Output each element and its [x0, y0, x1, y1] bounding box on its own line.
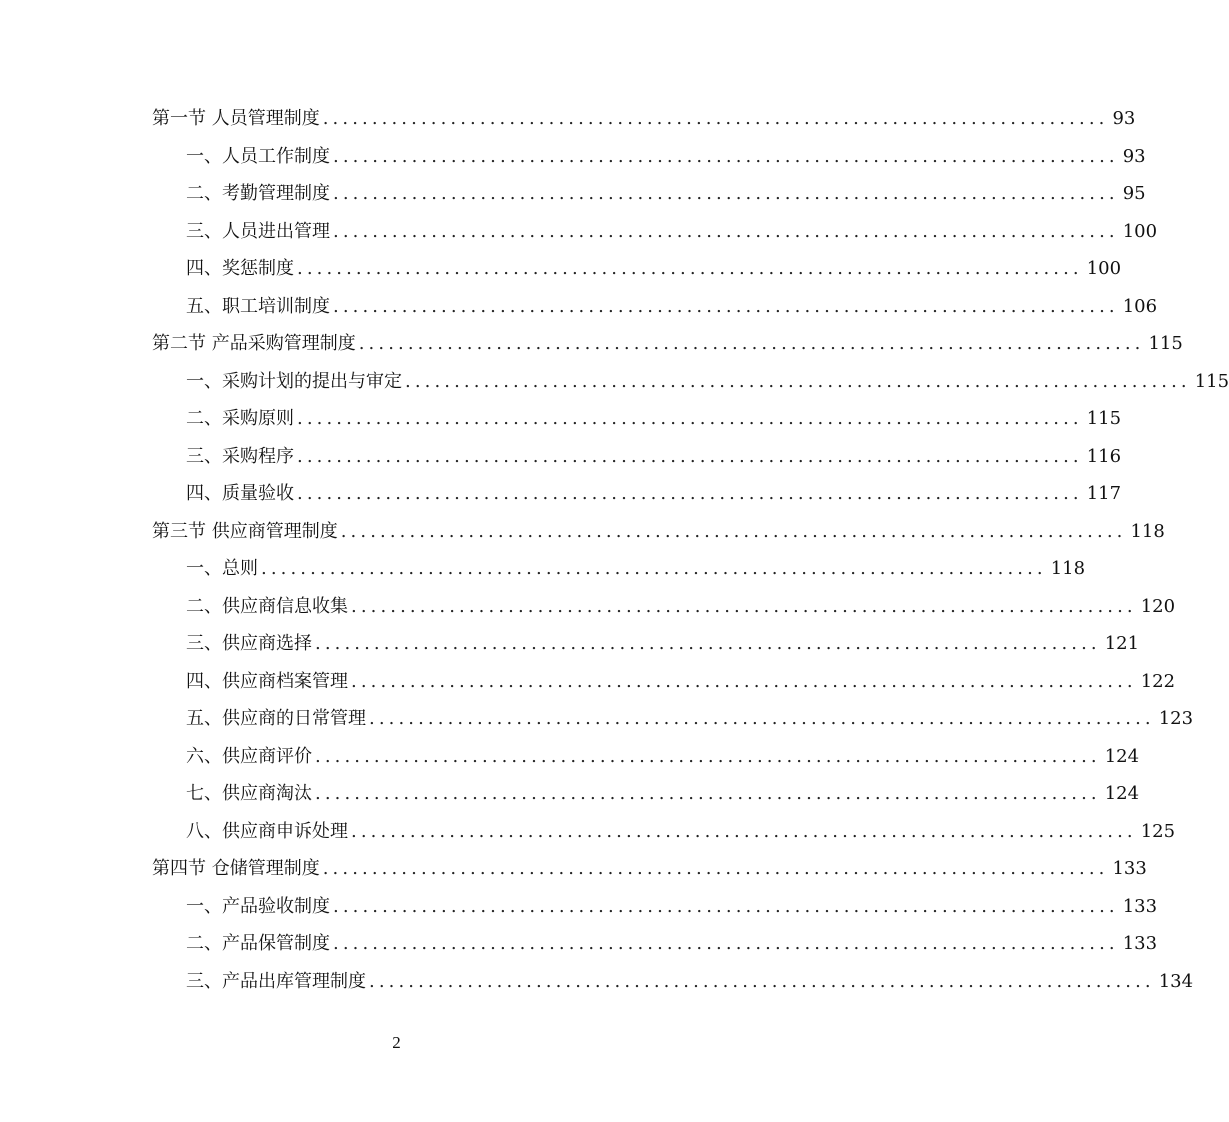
toc-entry-label: 三、人员进出管理: [186, 220, 330, 242]
toc-entry-page-number: 100: [1086, 258, 1122, 279]
toc-dot-leader: ................................................................................: [351, 595, 1137, 617]
toc-subsection-entry[interactable]: [152, 550, 1086, 588]
toc-entry-page-number: 115: [1086, 408, 1122, 429]
toc-entry-label: 一、采购计划的提出与审定: [186, 370, 402, 392]
toc-dot-leader: ................................................................................: [297, 408, 1083, 429]
toc-entry-label: 一、产品验收制度: [186, 895, 330, 917]
toc-section-entry[interactable]: [152, 100, 1136, 138]
toc-subsection-entry[interactable]: [152, 588, 1176, 626]
toc-subsection-entry[interactable]: [152, 775, 1140, 813]
toc-dot-leader: ................................................................................: [297, 483, 1083, 504]
toc-dot-leader: ................................................................................: [315, 633, 1101, 654]
toc-dot-leader: ................................................................................: [351, 820, 1137, 842]
toc-dot-leader: ................................................................................: [333, 895, 1119, 917]
toc-dot-leader: ................................................................................: [340, 520, 1127, 542]
toc-dot-leader: ................................................................................: [369, 970, 1155, 992]
toc-entry-page-number: 106: [1122, 295, 1158, 317]
toc-dot-leader: ................................................................................: [405, 370, 1191, 392]
toc-entry-page-number: 115: [1148, 333, 1183, 354]
toc-entry-label: 八、供应商申诉处理: [186, 820, 348, 842]
toc-entry-label: 四、质量验收: [186, 483, 294, 504]
toc-subsection-entry[interactable]: [152, 925, 1158, 963]
toc-dot-leader: ................................................................................: [358, 333, 1145, 354]
toc-dot-leader: ................................................................................: [351, 670, 1137, 692]
toc-entry-page-number: 121: [1104, 633, 1140, 654]
toc-entry-label: 二、考勤管理制度: [186, 183, 330, 204]
toc-entry-page-number: 118: [1050, 558, 1086, 579]
toc-subsection-entry[interactable]: [152, 963, 1194, 1001]
toc-subsection-entry[interactable]: [152, 138, 1146, 176]
toc-subsection-entry[interactable]: [152, 700, 1194, 738]
toc-dot-leader: ................................................................................: [297, 258, 1083, 279]
toc-entry-page-number: 117: [1086, 483, 1122, 504]
toc-entry-page-number: 123: [1158, 708, 1194, 729]
toc-entry-label: 五、职工培训制度: [186, 295, 330, 317]
toc-entry-label: 一、总则: [186, 558, 258, 579]
toc-dot-leader: ................................................................................: [322, 108, 1109, 129]
toc-subsection-entry[interactable]: [152, 888, 1158, 926]
toc-dot-leader: ................................................................................: [333, 220, 1119, 242]
toc-entry-label: 二、采购原则: [186, 408, 294, 429]
toc-subsection-entry[interactable]: [152, 813, 1176, 851]
toc-entry-page-number: 116: [1086, 445, 1122, 467]
toc-entry-page-number: 95: [1122, 183, 1146, 204]
toc-dot-leader: ................................................................................: [333, 145, 1119, 167]
page-number: 2: [392, 1033, 401, 1052]
toc-entry-label: 第二节 产品采购管理制度: [152, 333, 356, 354]
toc-entry-page-number: 124: [1104, 783, 1140, 804]
toc-entry-label: 第一节 人员管理制度: [152, 108, 320, 129]
toc-entry-label: 第三节 供应商管理制度: [152, 520, 338, 542]
table-of-contents: [152, 100, 1229, 1000]
toc-subsection-entry[interactable]: [152, 438, 1122, 476]
toc-section-entry[interactable]: [152, 325, 1183, 363]
toc-dot-leader: ................................................................................: [315, 745, 1101, 767]
toc-entry-label: 六、供应商评价: [186, 745, 312, 767]
toc-entry-page-number: 124: [1104, 745, 1140, 767]
toc-subsection-entry[interactable]: [152, 213, 1158, 251]
toc-entry-label: 三、产品出库管理制度: [186, 970, 366, 992]
toc-entry-page-number: 93: [1122, 145, 1146, 167]
toc-entry-page-number: 115: [1194, 370, 1229, 392]
toc-entry-label: 第四节 仓储管理制度: [152, 858, 320, 879]
toc-subsection-entry[interactable]: [152, 288, 1158, 326]
toc-entry-label: 三、供应商选择: [186, 633, 312, 654]
toc-dot-leader: ................................................................................: [322, 858, 1109, 879]
toc-subsection-entry[interactable]: [152, 738, 1140, 776]
toc-entry-label: 四、供应商档案管理: [186, 670, 348, 692]
toc-dot-leader: ................................................................................: [333, 183, 1119, 204]
toc-entry-page-number: 133: [1112, 858, 1147, 879]
toc-entry-label: 一、人员工作制度: [186, 145, 330, 167]
toc-entry-page-number: 100: [1122, 220, 1158, 242]
toc-dot-leader: ................................................................................: [297, 445, 1083, 467]
toc-entry-label: 五、供应商的日常管理: [186, 708, 366, 729]
toc-entry-page-number: 133: [1122, 895, 1158, 917]
toc-dot-leader: ................................................................................: [261, 558, 1047, 579]
toc-entry-label: 二、供应商信息收集: [186, 595, 348, 617]
toc-dot-leader: ................................................................................: [333, 295, 1119, 317]
toc-section-entry[interactable]: [152, 513, 1165, 551]
toc-subsection-entry[interactable]: [152, 663, 1176, 701]
toc-entry-label: 三、采购程序: [186, 445, 294, 467]
toc-subsection-entry[interactable]: [152, 175, 1146, 213]
toc-entry-page-number: 120: [1140, 595, 1176, 617]
toc-entry-label: 七、供应商淘汰: [186, 783, 312, 804]
toc-entry-page-number: 93: [1112, 108, 1136, 129]
toc-dot-leader: ................................................................................: [369, 708, 1155, 729]
toc-entry-page-number: 134: [1158, 970, 1194, 992]
toc-subsection-entry[interactable]: [152, 363, 1229, 401]
toc-entry-page-number: 122: [1140, 670, 1176, 692]
toc-dot-leader: ................................................................................: [315, 783, 1101, 804]
toc-subsection-entry[interactable]: [152, 475, 1122, 513]
toc-subsection-entry[interactable]: [152, 400, 1122, 438]
toc-subsection-entry[interactable]: [152, 625, 1140, 663]
toc-entry-page-number: 133: [1122, 933, 1158, 954]
toc-entry-page-number: 125: [1140, 820, 1176, 842]
toc-entry-label: 四、奖惩制度: [186, 258, 294, 279]
toc-entry-label: 二、产品保管制度: [186, 933, 330, 954]
toc-entry-page-number: 118: [1130, 520, 1165, 542]
toc-subsection-entry[interactable]: [152, 250, 1122, 288]
toc-section-entry[interactable]: [152, 850, 1147, 888]
toc-dot-leader: ................................................................................: [333, 933, 1119, 954]
